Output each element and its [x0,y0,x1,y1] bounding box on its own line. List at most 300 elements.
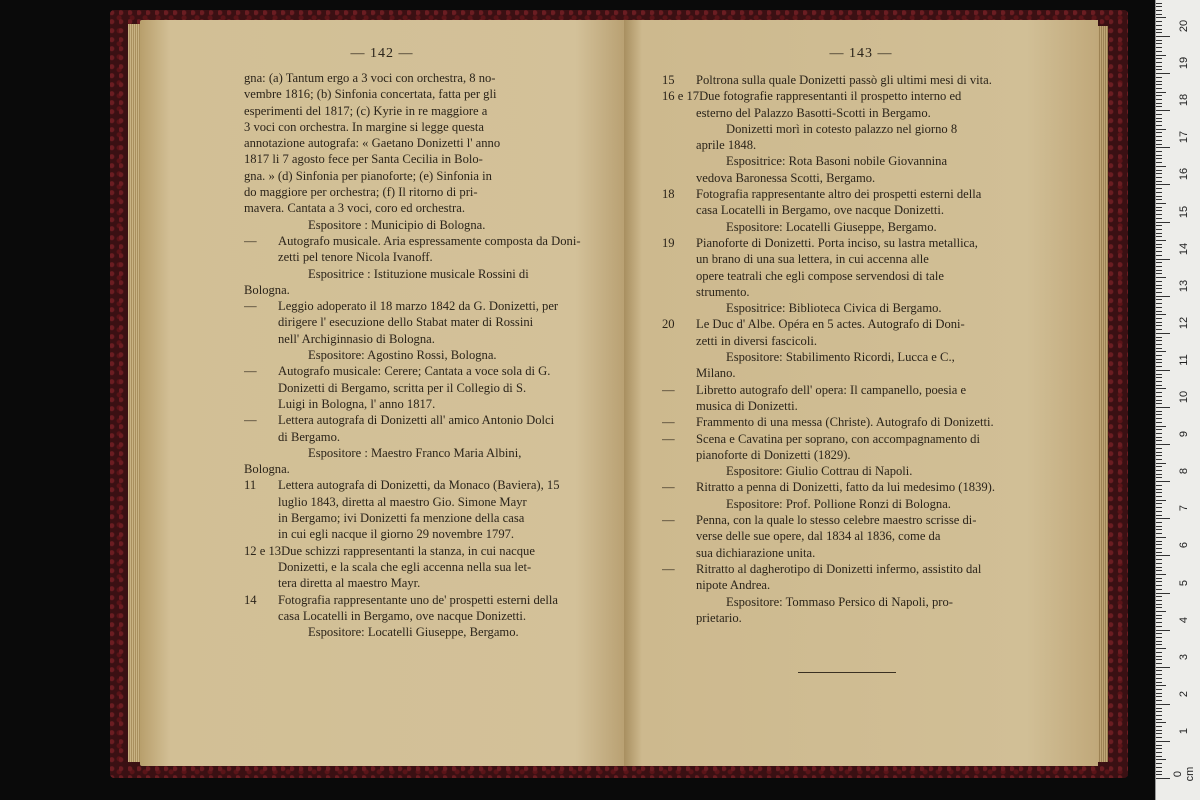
entry-line: tera diretta al maestro Mayr. [278,576,421,591]
entry-line: pianoforte di Donizetti (1829). [696,447,851,462]
ruler-tick [1156,778,1170,779]
entry-number: — [662,561,675,576]
catalog-entry [244,298,620,347]
ruler-tick [1156,570,1162,571]
ruler-tick [1156,503,1162,504]
catalog-entry [662,414,1068,430]
ruler-tick [1156,652,1162,653]
ruler-tick [1156,774,1162,775]
ruler-tick [1156,322,1162,323]
entry-line [662,316,1068,332]
ruler-tick [1156,515,1162,516]
ruler-tick [1156,121,1162,122]
ruler-label: 10 [1178,390,1190,404]
ruler-tick [1156,162,1162,163]
text-line: annotazione autografa: « Gaetano Donizetti l' anno [244,136,501,151]
ruler-tick [1156,292,1162,293]
ruler-tick [1156,563,1162,564]
ruler-tick [1156,177,1162,178]
ruler-tick [1156,600,1162,601]
catalog-entry [662,316,1068,349]
ruler-tick [1156,114,1162,115]
ruler-tick [1156,17,1166,18]
ruler-tick [1156,103,1162,104]
ruler-tick [1156,229,1162,230]
entry-text: Lettera autografa di Donizetti all' amico Antonio Dolci [278,413,555,428]
ruler-tick [1156,689,1162,690]
entry-line: Luigi in Bologna, l' anno 1817. [278,396,436,411]
ruler-tick [1156,266,1162,267]
ruler-tick [1156,522,1162,523]
ruler-tick [1156,682,1162,683]
ruler-label: 12 [1178,316,1190,329]
text-line: do maggiore per orchestra; (f) Il ritorno di pri- [244,185,478,200]
ruler-tick [1156,381,1162,382]
right-page-text [662,72,1068,626]
measurement-ruler [1155,0,1200,800]
catalog-entry [244,233,620,266]
ruler-tick [1156,81,1162,82]
ruler-tick [1156,351,1166,352]
ruler-tick [1156,403,1162,404]
ruler-tick [1156,277,1166,278]
text-line: esperimenti del 1817; (c) Kyrie in re maggiore a [244,103,488,118]
ruler-tick [1156,396,1162,397]
ruler-tick [1156,537,1166,538]
ruler-tick [1156,106,1162,107]
ruler-tick [1156,281,1162,282]
ruler-tick [1156,303,1162,304]
ruler-tick [1156,722,1166,723]
text-line: 3 voci con orchestra. In margine si legge questa [244,119,485,134]
ruler-tick [1156,129,1166,130]
ruler-tick [1156,255,1162,256]
page-number: — 142 — [350,46,414,61]
ruler-tick [1156,507,1162,508]
catalog-entry [662,235,1068,300]
entry-line [662,431,1068,447]
ruler-tick [1156,6,1162,7]
ruler-tick [1156,21,1162,22]
ruler-tick [1156,448,1162,449]
catalog-entry [662,382,1068,415]
ruler-tick [1156,385,1162,386]
ruler-tick [1156,32,1162,33]
ruler-tick [1156,544,1162,545]
exhibitor-line: Espositore: Locatelli Giuseppe, Bergamo. [308,625,519,640]
exhibitor-line: Espositore: Stabilimento Ricordi, Lucca e C., [726,350,955,365]
ruler-tick [1156,155,1162,156]
exhibitor-line: Espositrice: Biblioteca Civica di Bergamo. [726,301,942,316]
catalog-entry [244,412,620,445]
ruler-tick [1156,359,1162,360]
ruler-tick [1156,188,1162,189]
ruler-tick [1156,192,1162,193]
entry-text: Autografo musicale. Aria espressamente composta da Doni- [278,233,581,248]
entry-line: in Bergamo; ivi Donizetti fa menzione della casa [278,511,525,526]
ruler-tick [1156,604,1162,605]
entry-number: 12 e 13 [244,543,282,558]
ruler-tick [1156,730,1162,731]
entry-text: Due fotografie rappresentanti il prospetto interno ed [699,89,962,104]
ruler-tick [1156,329,1162,330]
ruler-tick [1156,377,1162,378]
ruler-tick [1156,452,1162,453]
entry-number: — [244,413,257,428]
ruler-tick [1156,607,1162,608]
ruler-tick [1156,611,1166,612]
ruler-tick [1156,110,1170,111]
ruler-tick [1156,29,1162,30]
ruler-tick [1156,574,1166,575]
entry-line: Donizetti, e la scala che egli accenna nella sua let- [278,559,532,574]
ruler-tick [1156,392,1162,393]
ruler-tick [1156,337,1162,338]
ruler-tick [1156,526,1162,527]
entry-line: opere teatrali che egli compose servendosi di tale [696,268,944,283]
exhibitor-line-continued: vedova Baronessa Scotti, Bergamo. [696,170,876,185]
ruler-tick [1156,184,1170,185]
ruler-tick [1156,481,1170,482]
ruler-tick [1156,362,1162,363]
ruler-tick [1156,589,1162,590]
ruler-tick [1156,144,1162,145]
ruler-tick [1156,633,1162,634]
ruler-label: 14 [1178,242,1190,255]
ruler-tick [1156,700,1162,701]
ruler-tick [1156,548,1162,549]
ruler-tick [1156,247,1162,248]
ruler-label: 15 [1178,205,1190,218]
ruler-tick [1156,426,1166,427]
exhibitor-line: Espositore: Agostino Rossi, Bologna. [308,348,497,363]
entry-line [662,186,1068,202]
ruler-label: 1 [1178,727,1190,734]
ruler-tick [1156,511,1162,512]
entry-line: zetti in diversi fascicoli. [696,333,817,348]
text-line: gna: (a) Tantum ergo a 3 voci con orchestra, 8 no- [244,71,496,85]
exhibitor-line-continued: prietario. [696,610,742,625]
ruler-tick [1156,748,1162,749]
ruler-tick [1156,637,1162,638]
ruler-tick [1156,459,1162,460]
ruler-label: 8 [1178,468,1190,475]
ruler-tick [1156,62,1162,63]
entry-number: — [244,233,257,248]
ruler-tick [1156,262,1162,263]
ruler-tick [1156,47,1162,48]
entry-number: — [662,513,675,528]
right-page [624,20,1098,766]
ruler-tick [1156,615,1162,616]
ruler-label: 5 [1178,579,1190,586]
ruler-tick [1156,84,1162,85]
ruler-tick [1156,674,1162,675]
exhibitor-line: Espositore: Locatelli Giuseppe, Bergamo. [726,219,937,234]
ruler-tick [1156,422,1162,423]
ruler-tick [1156,644,1162,645]
entry-number: — [662,382,675,397]
ruler-tick [1156,95,1162,96]
entry-line [662,235,1068,251]
ruler-label: 9 [1178,431,1190,438]
ruler-tick [1156,559,1162,560]
ruler-tick [1156,418,1162,419]
ruler-tick [1156,529,1162,530]
catalog-entry [662,72,1068,88]
ruler-tick [1156,218,1162,219]
ruler-tick [1156,244,1162,245]
closing-rule [798,672,896,673]
ruler-tick [1156,685,1166,686]
entry-line [662,561,1068,577]
ruler-tick [1156,726,1162,727]
ruler-tick [1156,414,1162,415]
ruler-label: 17 [1178,131,1190,144]
ruler-tick [1156,745,1162,746]
catalog-entry [662,88,1068,121]
ruler-tick [1156,348,1162,349]
entry-line: un brano di una sua lettera, in cui accenna alle [696,252,929,267]
ruler-label: 11 [1178,354,1190,366]
ruler-tick [1156,88,1162,89]
ruler-tick [1156,299,1162,300]
ruler-tick [1156,43,1162,44]
catalog-entry [662,479,1068,495]
ruler-tick [1156,656,1162,657]
entry-text: Due schizzi rappresentanti la stanza, in cui nacque [281,543,535,558]
ruler-tick [1156,366,1162,367]
exhibitor-line-continued: Bologna. [244,282,290,297]
entry-line: sua dichiarazione unita. [696,545,816,560]
ruler-tick [1156,92,1166,93]
entry-line [662,414,1068,430]
catalog-entry [244,477,620,542]
ruler-tick [1156,433,1162,434]
entry-line [244,477,620,493]
ruler-tick [1156,210,1162,211]
ruler-tick [1156,355,1162,356]
ruler-tick [1156,630,1170,631]
ruler-tick [1156,593,1170,594]
entry-text: Fotografia rappresentante altro dei prospetti esterni della [696,187,982,202]
ruler-tick [1156,533,1162,534]
ruler-tick [1156,429,1162,430]
ruler-tick [1156,118,1162,119]
ruler-tick [1156,463,1166,464]
exhibitor-line: Espositore: Prof. Pollione Ronzi di Bologna. [726,496,951,511]
ruler-tick [1156,552,1162,553]
entry-text: Scena e Cavatina per soprano, con accompagnamento di [696,431,980,446]
ruler-tick [1156,273,1162,274]
ruler-tick [1156,407,1170,408]
ruler-tick [1156,240,1166,241]
ruler-tick [1156,225,1162,226]
ruler-tick [1156,663,1162,664]
ruler-tick [1156,466,1162,467]
ruler-tick [1156,333,1170,334]
ruler-tick [1156,14,1162,15]
ruler-tick [1156,667,1170,668]
catalog-entry [662,431,1068,464]
ruler-label: 13 [1178,279,1190,292]
entry-line: di Bergamo. [278,429,341,444]
ruler-tick [1156,25,1162,26]
ruler-tick [1156,233,1162,234]
ruler-tick [1156,125,1162,126]
ruler-tick [1156,555,1170,556]
entry-number: — [244,299,257,314]
catalog-entry [662,512,1068,561]
entry-number: — [662,415,675,430]
ruler-tick [1156,10,1162,11]
ruler-tick [1156,151,1162,152]
entry-line: in cui egli nacque il giorno 29 novembre 1797. [278,527,515,542]
entry-line [662,72,1068,88]
ruler-tick [1156,77,1162,78]
catalog-entry [244,363,620,412]
entry-text: Poltrona sulla quale Donizetti passò gli ultimi mesi di vita. [696,73,992,87]
catalog-entry [662,186,1068,219]
ruler-tick [1156,737,1162,738]
entry-line [662,382,1068,398]
entry-line [244,233,620,249]
catalog-entry [244,592,620,625]
ruler-tick [1156,618,1162,619]
left-page [140,20,624,766]
ruler-tick [1156,670,1162,671]
text-line: gna. » (d) Sinfonia per pianoforte; (e) Sinfonia in [244,168,492,183]
ruler-tick [1156,678,1162,679]
ruler-tick [1156,771,1162,772]
ruler-tick [1156,288,1162,289]
ruler-label: 0 cm [1172,766,1196,782]
ruler-tick [1156,477,1162,478]
ruler-tick [1156,222,1170,223]
ruler-tick [1156,578,1162,579]
exhibitor-line: Espositore : Municipio di Bologna. [308,217,486,232]
ruler-label: 19 [1178,56,1190,70]
ruler-tick [1156,622,1162,623]
ruler-tick [1156,715,1162,716]
ruler-tick [1156,719,1162,720]
ruler-tick [1156,444,1170,445]
ruler-tick [1156,693,1162,694]
ruler-tick [1156,485,1162,486]
ruler-tick [1156,763,1162,764]
entry-text: Libretto autografo dell' opera: Il campanello, poesia e [696,382,967,397]
ruler-tick [1156,99,1162,100]
ruler-tick [1156,325,1162,326]
entry-text: Autografo musicale: Cerere; Cantata a voce sola di G. [278,364,551,379]
ruler-tick [1156,500,1166,501]
entry-text: Frammento di una messa (Christe). Autografo di Donizetti. [696,415,994,430]
ruler-tick [1156,388,1166,389]
text-line: 1817 li 7 agosto fece per Santa Cecilia in Bolo- [244,152,483,167]
entry-number: — [662,431,675,446]
ruler-tick [1156,73,1170,74]
entry-line: dirigere l' esecuzione dello Stabat mater di Rossini [278,315,534,330]
ruler-tick [1156,147,1170,148]
ruler-tick [1156,181,1162,182]
entry-text: Lettera autografa di Donizetti, da Monaco (Baviera), 15 [278,478,560,493]
entry-line [244,298,620,314]
ruler-label: 6 [1178,542,1190,549]
entry-line [244,543,620,559]
exhibitor-line: Donizetti morì in cotesto palazzo nel giorno 8 [726,121,958,136]
ruler-tick [1156,759,1166,760]
ruler-tick [1156,40,1162,41]
ruler-label: 3 [1178,653,1190,660]
ruler-label: 7 [1178,505,1190,512]
entry-line [244,363,620,379]
ruler-tick [1156,489,1162,490]
entry-number: 14 [244,592,257,607]
entry-number: 11 [244,478,257,493]
ruler-tick [1156,214,1162,215]
entry-line [662,512,1068,528]
ruler-label: 20 [1178,19,1190,33]
entry-number: 15 [662,73,675,87]
exhibitor-line: Espositore : Maestro Franco Maria Albini, [308,445,522,460]
ruler-tick [1156,374,1162,375]
ruler-tick [1156,518,1170,519]
ruler-tick [1156,370,1170,371]
ruler-tick [1156,659,1162,660]
ruler-tick [1156,259,1170,260]
ruler-tick [1156,311,1162,312]
ruler-tick [1156,314,1166,315]
ruler-tick [1156,708,1162,709]
exhibitor-line: Espositrice : Istituzione musicale Rossini di [308,266,529,281]
entry-line [244,412,620,428]
catalog-entry [244,543,620,592]
ruler-tick [1156,296,1170,297]
ruler-tick [1156,411,1162,412]
entry-line [244,592,620,608]
ruler-tick [1156,69,1162,70]
exhibitor-line-continued: Milano. [696,366,736,381]
ruler-tick [1156,66,1162,67]
entry-line [662,479,1068,495]
ruler-tick [1156,132,1162,133]
entry-line: casa Locatelli in Bergamo, ove nacque Donizetti. [696,203,945,218]
entry-line [662,88,1068,104]
ruler-tick [1156,756,1162,757]
entry-line: nell' Archiginnasio di Bologna. [278,331,435,346]
ruler-tick [1156,340,1162,341]
ruler-tick [1156,207,1162,208]
entry-text: Le Duc d' Albe. Opéra en 5 actes. Autografo di Doni- [696,317,965,332]
ruler-tick [1156,474,1162,475]
ruler-tick [1156,51,1162,52]
entry-number: — [662,480,675,495]
ruler-tick [1156,196,1162,197]
ruler-tick [1156,492,1162,493]
ruler-tick [1156,400,1162,401]
ruler-tick [1156,567,1162,568]
ruler-tick [1156,455,1162,456]
ruler-tick [1156,166,1166,167]
entry-line: nipote Andrea. [696,578,771,593]
ruler-tick [1156,136,1162,137]
entry-line: musica di Donizetti. [696,398,798,413]
catalog-entry [662,561,1068,594]
ruler-tick [1156,470,1162,471]
ruler-label: 16 [1178,168,1190,181]
left-page-text [244,70,620,640]
ruler-tick [1156,3,1162,4]
